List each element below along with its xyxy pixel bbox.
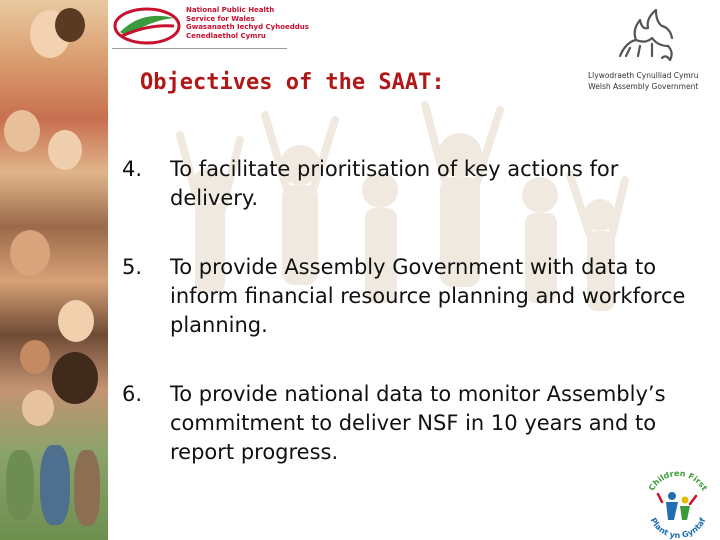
objective-number: 5.	[122, 255, 143, 279]
objective-number: 6.	[122, 382, 143, 406]
objective-item-5	[122, 253, 690, 340]
slide-title: Objectives of the SAAT:	[140, 70, 445, 95]
welsh-dragon-icon	[612, 6, 676, 64]
nphs-swoosh-icon	[112, 6, 182, 46]
nphs-line1: National Public Health	[186, 6, 275, 14]
objective-text: To provide national data to monitor Assembly’s commitment to deliver NSF in 10 years and to report progress.	[170, 382, 666, 464]
nphs-line2: Service for Wales	[186, 14, 255, 23]
logo-divider	[112, 48, 287, 49]
family-photo-strip	[0, 0, 108, 540]
objective-number: 4.	[122, 157, 143, 181]
children-first-bottom-text: Plant yn Gyntaf	[648, 516, 708, 540]
jumping-children-background	[170, 95, 630, 395]
objective-item-4	[122, 155, 690, 213]
wag-line2: Welsh Assembly Government	[588, 82, 699, 91]
nphs-logo	[112, 4, 309, 48]
objective-text: To provide Assembly Government with data to inform financial resource planning and workforce planning.	[170, 255, 686, 337]
children-first-top-text: Children First	[647, 468, 710, 493]
objective-item-6	[122, 380, 690, 467]
welsh-assembly-government-logo	[584, 6, 699, 92]
children-first-logo	[638, 462, 718, 540]
wag-line1: Llywodraeth Cynulliad Cymru	[588, 71, 699, 80]
nphs-line3: Gwasanaeth Iechyd Cyhoeddus	[186, 23, 309, 32]
nphs-logo-text	[186, 6, 309, 40]
wag-logo-text	[588, 70, 699, 92]
objective-text: To facilitate prioritisation of key actions for delivery.	[170, 157, 619, 210]
nphs-line4: Cenedlaethol Cymru	[186, 31, 266, 40]
